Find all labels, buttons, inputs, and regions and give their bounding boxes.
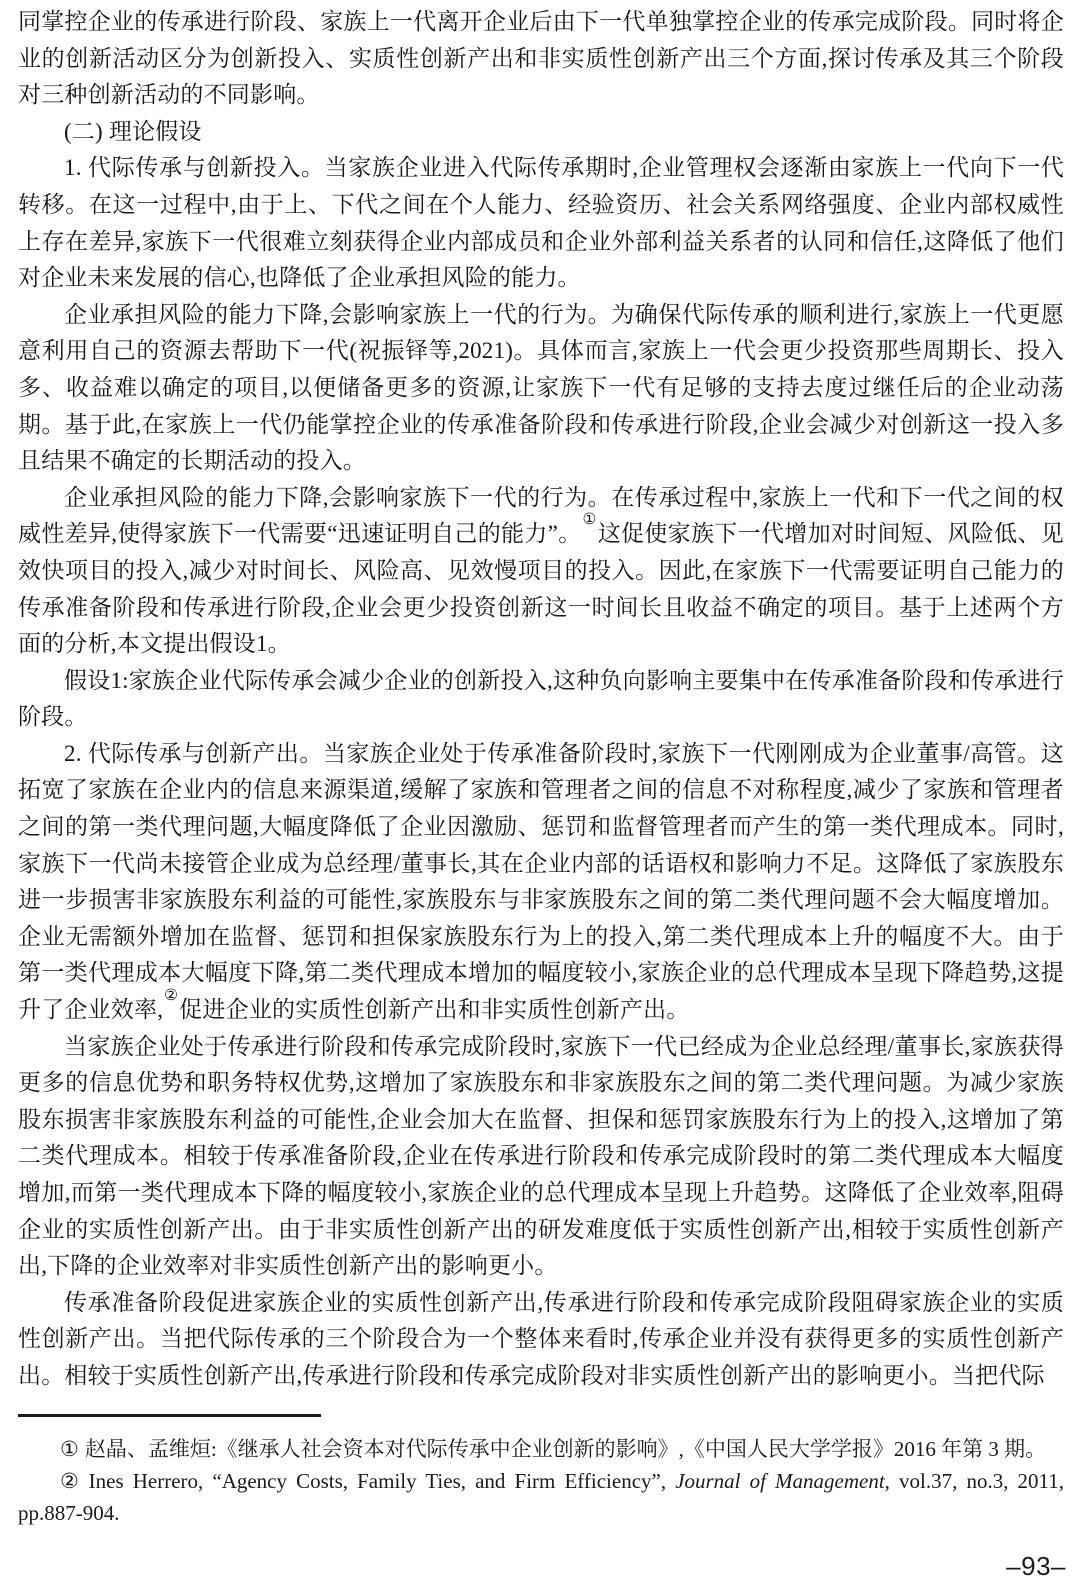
footnotes-list [18,1433,1064,1529]
paragraph-text: 促进企业的实质性创新产出和非实质性创新产出。 [179,997,690,1023]
paragraph-text: 2. 代际传承与创新产出。当家族企业处于传承准备阶段时,家族下一代刚刚成为企业董事/高管。这拓宽了家族在企业内的信息来源渠道,缓解了家族和管理者之间的信息不对称程度,减少了家族和管理者之间的第一类代理问题,大幅度降低了企业因激励、惩罚和监督管理者而产生的第一类代理成本。同时,家族下一代尚未接管企业成为总经理/董事长,其在企业内部的话语权和影响力不足。这降低了家族股东进一步损害非家族股东利益的可能性,家族股东与非家族股东之间的第二类代理问题不会大幅度增加。企业无需额外增加在监督、惩罚和担保家族股东行为上的投入,第二类代理成本上升的幅度不大。由于第一类代理成本大幅度下降,第二类代理成本增加的幅度较小,家族企业的总代理成本呈现下降趋势,这提升了企业效率, [18,740,1064,1023]
paragraph-text: 假设1:家族企业代际传承会减少企业的创新投入,这种负向影响主要集中在传承准备阶段和传承进行阶段。 [18,667,1064,730]
footnote-1-text: 赵晶、孟维烜:《继承人社会资本对代际传承中企业创新的影响》,《中国人民大学学报》2016 年第 3 期。 [84,1437,1047,1461]
paragraph-text: 当家族企业处于传承进行阶段和传承完成阶段时,家族下一代已经成为企业总经理/董事长,家族获得更多的信息优势和职务特权优势,这增加了家族股东和非家族股东之间的第二类代理问题。为减少家族股东损害非家族股东利益的可能性,企业会加大在监督、担保和惩罚家族股东行为上的投入,这增加了第二类代理成本。相较于传承准备阶段,企业在传承进行阶段和传承完成阶段时的第二类代理成本大幅度增加,而第一类代理成本下降的幅度较小,家族企业的总代理成本呈现上升趋势。这降低了企业效率,阻碍企业的实质性创新产出。由于非实质性创新产出的研发难度低于实质性创新产出,相较于实质性创新产出,下降的企业效率对非实质性创新产出的影响更小。 [18,1033,1064,1279]
paragraph-text: 同掌控企业的传承进行阶段、家族上一代离开企业后由下一代单独掌控企业的传承完成阶段。同时将企业的创新活动区分为创新投入、实质性创新产出和非实质性创新产出三个方面,探讨传承及其三个阶段对三种创新活动的不同影响。 [18,9,1064,108]
footnote-2-journal-title: Journal of Management [675,1469,885,1493]
paragraph-continuation [18,4,1064,114]
paragraph-succession-innovation-output [18,736,1064,1029]
footnote-1-marker: ① [60,1437,79,1461]
paragraph-next-generation-behavior [18,480,1064,663]
paragraph-substantive-output-summary [18,1285,1064,1395]
page-number: –93– [1006,1551,1066,1581]
footnote-1 [18,1433,1064,1465]
footnote-2 [18,1465,1064,1529]
paragraph-hypothesis-1 [18,663,1064,736]
section-heading-text: (二) 理论假设 [64,118,202,144]
paragraph-text: 企业承担风险的能力下降,会影响家族上一代的行为。为确保代际传承的顺利进行,家族上一代更愿意利用自己的资源去帮助下一代(祝振铎等,2021)。具体而言,家族上一代会更少投资那些周期长、投入多、收益难以确定的项目,以便储备更多的资源,让家族下一代有足够的支持去度过继任后的企业动荡期。基于此,在家族上一代仍能掌控企业的传承准备阶段和传承进行阶段,企业会减少对创新这一投入多且结果不确定的长期活动的投入。 [18,301,1064,474]
footnote-2-text: Ines Herrero, “Agency Costs, Family Ties, and Firm Efficiency”, [88,1469,676,1493]
footnote-2-marker: ② [60,1469,83,1493]
paragraph-prior-generation-behavior [18,297,1064,480]
footnote-separator [18,1414,321,1417]
paragraph-text: 1. 代际传承与创新投入。当家族企业进入代际传承期时,企业管理权会逐渐由家族上一代向下一代转移。在这一过程中,由于上、下代之间在个人能力、经验资历、社会关系网络强度、企业内部权威性上存在差异,家族下一代很难立刻获得企业内部成员和企业外部利益关系者的认同和信任,这降低了他们对企业未来发展的信心,也降低了企业承担风险的能力。 [18,155,1064,291]
section-heading-theory-hypotheses [18,114,1064,151]
footnote-ref-1: ① [582,511,597,529]
footnote-area [18,1402,1064,1529]
paragraph-text: 企业承担风险的能力下降,会影响家族下一代的行为。在传承过程中,家族上一代和下一代之间的权威性差异,使得家族下一代需要“迅速证明自己的能力”。 [18,484,1064,547]
paragraph-text: 传承准备阶段促进家族企业的实质性创新产出,传承进行阶段和传承完成阶段阻碍家族企业的实质性创新产出。当把代际传承的三个阶段合为一个整体来看时,传承企业并没有获得更多的实质性创新产出。相较于实质性创新产出,传承进行阶段和传承完成阶段对非实质性创新产出的影响更小。当把代际 [18,1289,1064,1388]
paragraph-text: 这促使家族下一代增加对时间短、风险低、见效快项目的投入,减少对时间长、风险高、见效慢项目的投入。因此,在家族下一代需要证明自己能力的传承准备阶段和传承进行阶段,企业会更少投资创新这一时间长且收益不确定的项目。基于上述两个方面的分析,本文提出假设1。 [18,521,1064,657]
paragraph-ongoing-completion-stage [18,1029,1064,1285]
article-body [18,4,1064,1400]
paragraph-succession-innovation-input [18,150,1064,296]
footnote-ref-2: ② [164,986,179,1004]
footnote-2-text: , vol.37, no.3, 2011, pp.887-904. [18,1469,1065,1525]
